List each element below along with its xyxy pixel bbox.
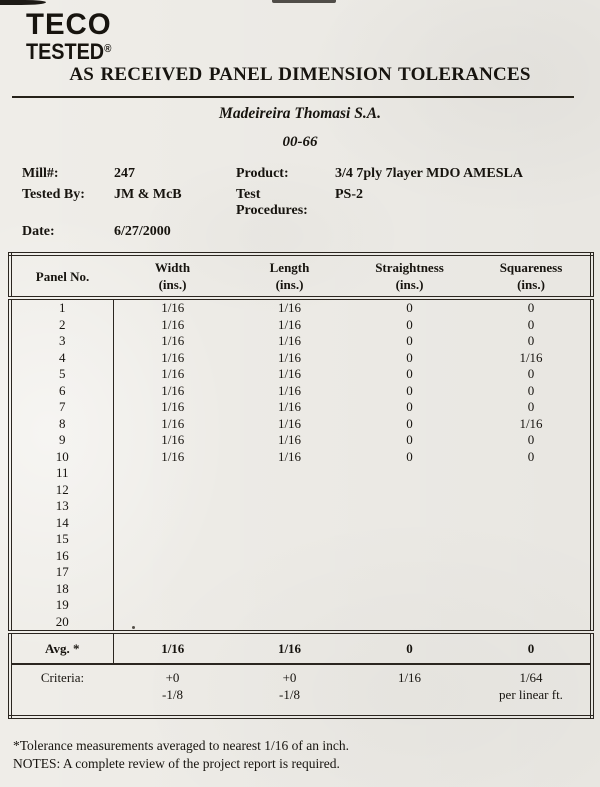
criteria-label-cell: Criteria: [40, 670, 85, 685]
mill-value: 247 [114, 166, 135, 181]
panel-no-cell: 12 [10, 482, 113, 499]
test-procedures-label: Test Procedures: [236, 187, 308, 218]
straightness-cell [347, 515, 472, 532]
length-cell [232, 515, 347, 532]
criteria-straightness-cell: 1/16 [397, 670, 422, 685]
panel-no-cell: 2 [10, 317, 113, 334]
straightness-cell: 0 [406, 333, 413, 348]
length-cell [232, 581, 347, 598]
logo-tested-text [26, 39, 111, 62]
straightness-cell [347, 564, 472, 581]
avg-squareness-cell: 0 [472, 632, 592, 664]
straightness-header-label: Straightness [375, 260, 444, 275]
squareness-cell [472, 498, 592, 515]
length-header-label: Length [269, 260, 310, 275]
length-cell: 1/16 [277, 448, 302, 464]
straightness-cell [347, 482, 472, 499]
avg-length-cell: 1/16 [232, 632, 347, 664]
panel-no-cell: 9 [10, 432, 113, 449]
table-row [10, 383, 592, 400]
squareness-cell: 1/16 [519, 415, 543, 431]
company-name: Madeireira Thomasi S.A. [219, 105, 381, 122]
scan-artifact-corner [0, 0, 46, 5]
page-title: AS RECEIVED PANEL DIMENSION TOLERANCES [69, 64, 531, 85]
length-cell [232, 482, 347, 499]
table-row [10, 350, 592, 367]
length-cell: 1/16 [277, 333, 302, 348]
tolerance-table [8, 252, 594, 719]
panel-no-cell: 4 [10, 350, 113, 367]
straightness-cell: 0 [406, 448, 413, 464]
width-cell [113, 482, 232, 499]
avg-label-cell: Avg. * [10, 632, 113, 664]
panel-no-cell: 5 [10, 366, 113, 383]
product-label: Product: [236, 166, 289, 181]
width-cell: 1/16 [161, 432, 185, 447]
date-label: Date: [22, 223, 55, 239]
length-cell: 1/16 [277, 382, 302, 398]
length-cell: 1/16 [277, 399, 302, 414]
length-cell: 1/16 [277, 349, 302, 365]
scan-artifact-streak [272, 0, 336, 3]
squareness-cell: 0 [527, 382, 535, 398]
criteria-squareness-value: 1/64 [519, 670, 543, 685]
squareness-cell: 0 [527, 316, 535, 332]
logo-tested-word: TESTED [26, 39, 105, 64]
straightness-cell [347, 597, 472, 614]
test-procedures-value: PS-2 [335, 187, 363, 202]
width-cell [113, 614, 232, 633]
width-cell [113, 531, 232, 548]
squareness-cell [472, 548, 592, 565]
width-cell: 1/16 [161, 415, 185, 431]
squareness-cell [472, 465, 592, 482]
table-row [10, 614, 592, 633]
panel-no-cell: 20 [10, 614, 113, 633]
width-cell [113, 597, 232, 614]
teco-logo [26, 8, 121, 64]
panel-no-cell: 19 [10, 597, 113, 614]
table-row [10, 399, 592, 416]
footnote-tolerance: *Tolerance measurements averaged to nearest 1/16 of an inch. [13, 738, 350, 753]
panel-no-cell: 8 [10, 416, 113, 433]
length-cell [232, 597, 347, 614]
width-cell: 1/16 [161, 382, 185, 398]
panel-no-header [10, 254, 113, 298]
average-row [10, 632, 592, 664]
length-cell [232, 465, 347, 482]
footnote-notes: NOTES: A complete review of the project report is required. [13, 755, 340, 771]
width-cell [113, 515, 232, 532]
squareness-cell [472, 581, 592, 598]
width-cell [113, 548, 232, 565]
table-row [10, 432, 592, 449]
squareness-cell: 0 [527, 366, 535, 381]
width-cell [113, 465, 232, 482]
criteria-width-minus: -1/8 [162, 687, 183, 702]
width-cell: 1/16 [161, 349, 185, 365]
straightness-cell: 0 [406, 432, 413, 447]
info-spacer-2 [335, 224, 588, 240]
title-rule [12, 96, 574, 98]
report-info-block [22, 166, 588, 239]
criteria-squareness-unit: per linear ft. [499, 687, 563, 702]
straightness-cell: 0 [406, 316, 413, 332]
squareness-cell: 0 [527, 432, 535, 447]
straightness-cell: 0 [406, 382, 413, 398]
length-cell [232, 531, 347, 548]
width-cell: 1/16 [161, 316, 185, 332]
table-row [10, 515, 592, 532]
mill-label: Mill#: [22, 166, 59, 181]
squareness-cell [472, 614, 592, 633]
width-header-units: (ins.) [158, 277, 187, 292]
width-header-label: Width [154, 260, 191, 275]
length-cell: 1/16 [277, 432, 302, 447]
criteria-row [10, 664, 592, 717]
table-row [10, 449, 592, 466]
table-row [10, 298, 592, 317]
table-row [10, 498, 592, 515]
criteria-squareness-cell [472, 664, 592, 717]
squareness-cell [472, 515, 592, 532]
avg-width-cell: 1/16 [113, 632, 232, 664]
width-cell: 1/16 [161, 333, 185, 348]
length-header-units: (ins.) [275, 277, 304, 292]
table-header [10, 254, 592, 298]
table-row [10, 548, 592, 565]
panel-no-cell: 14 [10, 515, 113, 532]
length-cell [232, 564, 347, 581]
squareness-cell: 1/16 [519, 349, 543, 365]
straightness-cell: 0 [406, 415, 413, 431]
table-row [10, 531, 592, 548]
straightness-header [347, 254, 472, 298]
length-header [232, 254, 347, 298]
table-row [10, 482, 592, 499]
criteria-width-plus: +0 [165, 670, 180, 685]
logo-teco-text: TECO [26, 8, 112, 41]
length-cell: 1/16 [277, 366, 302, 381]
table-row [10, 564, 592, 581]
table-row [10, 416, 592, 433]
criteria-section [10, 664, 592, 717]
length-cell [232, 614, 347, 633]
criteria-length-plus: +0 [282, 670, 297, 685]
length-cell [232, 498, 347, 515]
panel-no-cell: 7 [10, 399, 113, 416]
squareness-cell: 0 [527, 333, 535, 348]
report-number: 00-66 [282, 134, 318, 150]
straightness-cell: 0 [406, 366, 413, 381]
straightness-cell [347, 548, 472, 565]
criteria-length-cell [232, 664, 347, 717]
straightness-cell: 0 [406, 399, 413, 414]
tested-by-label: Tested By: [22, 187, 85, 202]
straightness-cell [347, 581, 472, 598]
table-row [10, 366, 592, 383]
panel-no-cell: 13 [10, 498, 113, 515]
panel-no-cell: 6 [10, 383, 113, 400]
width-cell: 1/16 [161, 399, 185, 414]
registered-trademark-symbol: ® [104, 43, 112, 55]
straightness-cell [347, 531, 472, 548]
criteria-width-cell [113, 664, 232, 717]
width-cell: 1/16 [161, 448, 185, 464]
panel-no-cell: 11 [10, 465, 113, 482]
table-row [10, 581, 592, 598]
table-row [10, 597, 592, 614]
panel-no-cell: 18 [10, 581, 113, 598]
squareness-cell [472, 597, 592, 614]
squareness-cell: 0 [527, 399, 535, 414]
panel-no-cell: 1 [10, 298, 113, 317]
length-cell: 1/16 [277, 300, 302, 315]
width-cell: 1/16 [161, 300, 185, 315]
squareness-cell: 0 [527, 448, 535, 464]
panel-no-cell: 15 [10, 531, 113, 548]
straightness-header-units: (ins.) [395, 277, 424, 292]
panel-no-header-label: Panel No. [35, 268, 90, 284]
squareness-cell [472, 482, 592, 499]
squareness-cell [472, 564, 592, 581]
panel-data-rows [10, 298, 592, 632]
width-header [113, 254, 232, 298]
panel-no-cell: 16 [10, 548, 113, 565]
date-value: 6/27/2000 [114, 223, 171, 239]
product-value: 3/4 7ply 7layer MDO AMESLA [335, 166, 523, 181]
squareness-header-units: (ins.) [517, 277, 545, 292]
panel-no-cell: 10 [10, 449, 113, 466]
footnotes [13, 737, 593, 772]
table-row [10, 333, 592, 350]
table-row [10, 317, 592, 334]
squareness-header-label: Squareness [499, 260, 563, 275]
tested-by-value: JM & McB [114, 187, 182, 202]
info-spacer-1 [236, 224, 335, 240]
length-cell: 1/16 [277, 415, 302, 431]
straightness-cell: 0 [406, 300, 413, 315]
length-cell [232, 548, 347, 565]
avg-straightness-cell: 0 [347, 632, 472, 664]
header-row [10, 254, 592, 298]
table-row [10, 465, 592, 482]
straightness-cell [347, 465, 472, 482]
straightness-cell: 0 [406, 349, 413, 365]
squareness-header [472, 254, 592, 298]
straightness-cell [347, 498, 472, 515]
width-cell: 1/16 [161, 366, 185, 381]
straightness-cell [347, 614, 472, 633]
width-cell [113, 498, 232, 515]
width-cell [113, 564, 232, 581]
panel-no-cell: 17 [10, 564, 113, 581]
squareness-cell: 0 [527, 300, 535, 315]
length-cell: 1/16 [277, 316, 302, 332]
average-section [10, 632, 592, 664]
criteria-length-minus: -1/8 [279, 687, 300, 702]
squareness-cell [472, 531, 592, 548]
panel-no-cell: 3 [10, 333, 113, 350]
width-cell [113, 581, 232, 598]
